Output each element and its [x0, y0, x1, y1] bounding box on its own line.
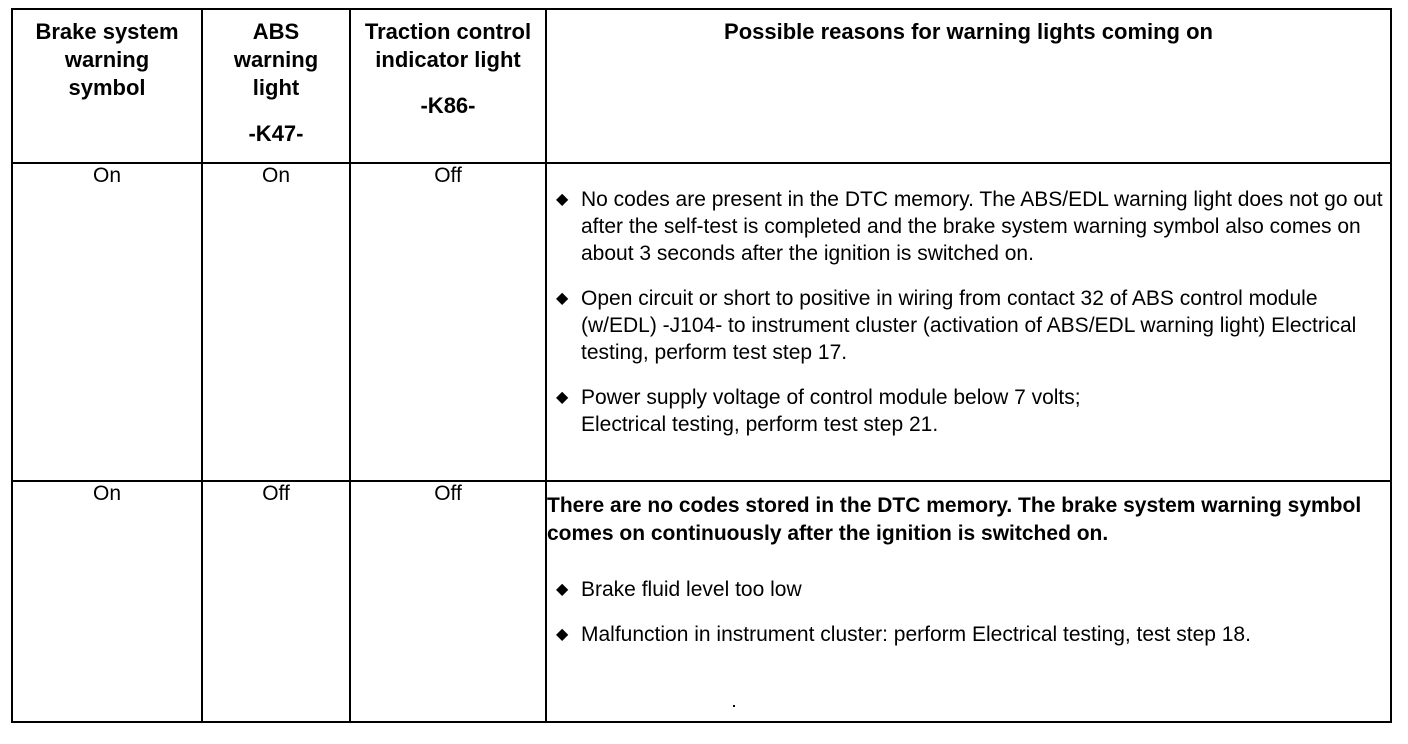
header-abs-light: [202, 9, 350, 163]
list-item: [547, 186, 1390, 267]
table-row: [12, 481, 1391, 722]
header-reasons-label: Possible reasons for warning lights coming on: [724, 19, 1213, 44]
reason-text: Power supply voltage of control module below 7 volts; Electrical testing, perform test step 21.: [581, 386, 1081, 436]
list-item: [547, 576, 1390, 603]
reasons-list: [547, 186, 1390, 438]
cell-reasons: [546, 163, 1391, 481]
list-item: [547, 621, 1390, 648]
diamond-bullet-icon: ◆: [556, 389, 569, 406]
header-reasons: [546, 9, 1391, 163]
header-traction-light: [350, 9, 546, 163]
diamond-bullet-icon: ◆: [556, 581, 569, 598]
stray-dot: [733, 705, 735, 707]
header-brake-system-label: Brake system warning symbol: [35, 19, 179, 100]
cell-abs-state: Off: [202, 481, 350, 722]
diamond-bullet-icon: ◆: [556, 191, 569, 208]
diamond-bullet-icon: ◆: [556, 626, 569, 643]
reasons-intro: There are no codes stored in the DTC memory. The brake system warning symbol comes on continuously after the ignition is switched on.: [547, 494, 1362, 545]
header-abs-code: -K47-: [248, 121, 304, 146]
cell-traction-state: Off: [350, 163, 546, 481]
header-traction-code: -K86-: [420, 93, 476, 118]
reasons-list: [547, 576, 1390, 648]
table-row: [12, 163, 1391, 481]
header-traction-light-label: Traction control indicator light: [364, 19, 532, 72]
list-item: [547, 285, 1390, 366]
header-abs-light-label: ABS warning light: [233, 19, 319, 100]
list-item: [547, 384, 1390, 438]
cell-brake-state: On: [12, 163, 202, 481]
reason-text: Open circuit or short to positive in wiring from contact 32 of ABS control module (w/EDL) -J104- to instrument cluster (activation of ABS/EDL warning light) Electrical testing, perform test step 17.: [581, 287, 1357, 364]
diamond-bullet-icon: ◆: [556, 290, 569, 307]
cell-abs-state: On: [202, 163, 350, 481]
reason-text: Brake fluid level too low: [581, 578, 802, 601]
header-row: [12, 9, 1391, 163]
cell-brake-state: On: [12, 481, 202, 722]
reason-text: No codes are present in the DTC memory. The ABS/EDL warning light does not go out after the self-test is completed and the brake system warning symbol also comes on about 3 seconds after the ignition is switched on.: [581, 188, 1383, 265]
cell-reasons: [546, 481, 1391, 722]
reason-text: Malfunction in instrument cluster: perform Electrical testing, test step 18.: [581, 623, 1251, 646]
cell-traction-state: Off: [350, 481, 546, 722]
header-brake-system: [12, 9, 202, 163]
warning-lights-table: [11, 8, 1392, 723]
